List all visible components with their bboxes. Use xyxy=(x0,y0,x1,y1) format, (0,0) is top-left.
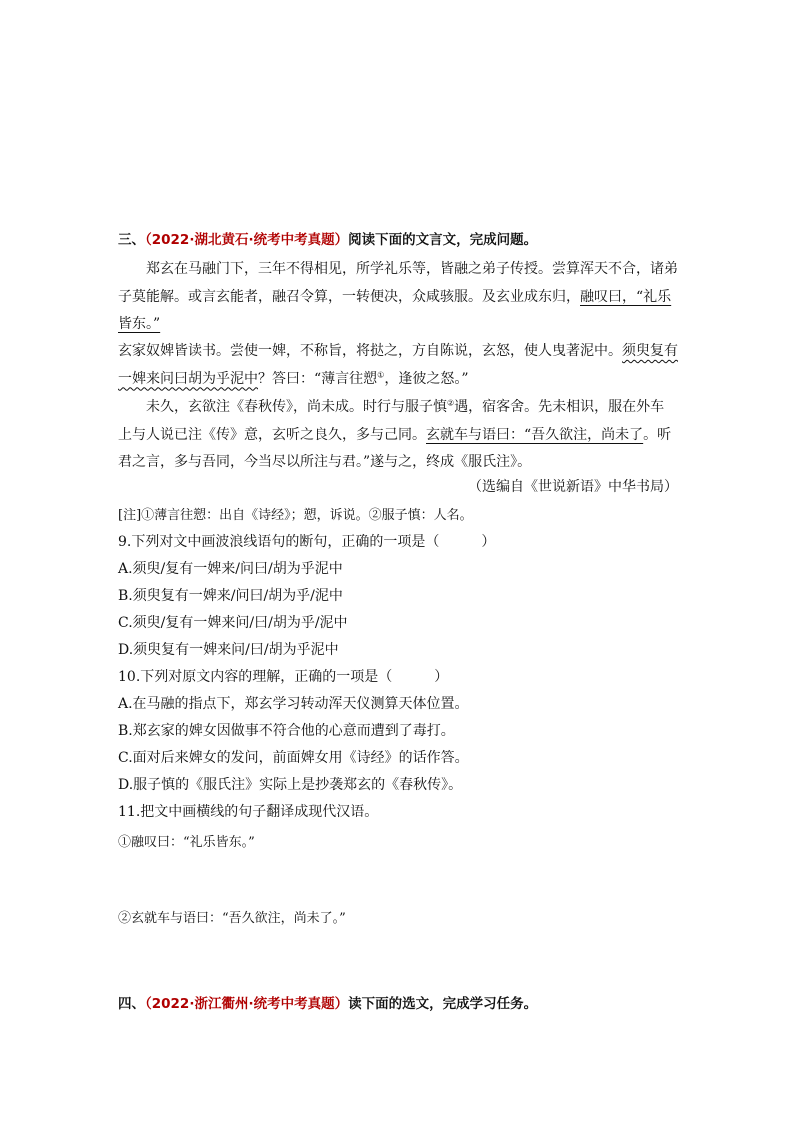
underlined-sentence-1: 融叹曰，“礼乐皆东。” xyxy=(118,288,672,332)
question-9 xyxy=(118,529,678,664)
footnote-marker-1: ① xyxy=(377,369,385,379)
translation-item-1: ①融叹曰：“礼乐皆东。” xyxy=(118,835,255,850)
option-b: B.须臾复有一婢来/问曰/胡为乎/泥中 xyxy=(118,588,343,604)
question-stem: 9.下列对文中画波浪线语句的断句，正确的一项是（ ） xyxy=(118,534,496,550)
section-instruction: 读下面的选文，完成学习任务。 xyxy=(348,996,538,1012)
passage-text: 。听君之言，多与吾同，今当尽以所注与君。”遂与之，终成《服氏注》。 xyxy=(118,426,672,470)
passage-text: 郑玄在马融门下，三年不得相见，所学礼乐等，皆融之弟子传授。尝算浑天不合，诸弟子莫能解。或言玄能者，融召令算，一转便决，众咸骇服。及玄业成东归， xyxy=(118,261,678,305)
question-source: （2022·湖北黄石·统考中考真题） xyxy=(145,232,349,248)
question-stem: 10.下列对原文内容的理解，正确的一项是（ ） xyxy=(118,669,449,685)
option-c: C.须臾/复有一婢来问/曰/胡为乎/泥中 xyxy=(118,615,348,631)
section-number: 四、 xyxy=(118,996,145,1012)
passage-text: ？答曰：“薄言往愬 xyxy=(258,370,378,387)
translation-item-2: ②玄就车与语曰：“吾久欲注，尚未了。” xyxy=(118,911,346,926)
passage-text: ，逢彼之怒。” xyxy=(384,370,469,387)
option-b: B.郑玄家的婢女因做事不符合他的心意而遭到了毒打。 xyxy=(118,723,455,739)
passage-text: 未久，玄欲注《春秋传》，尚未成。时行与服子慎 xyxy=(146,399,447,415)
section-4-heading xyxy=(118,991,678,1019)
option-d: D.须臾复有一婢来问/曰/胡为乎泥中 xyxy=(118,642,339,658)
option-d: D.服子慎的《服氏注》实际上是抄袭郑玄的《春秋传》。 xyxy=(118,777,463,793)
passage-attribution: （选编自《世说新语》中华书局） xyxy=(468,479,678,495)
wavy-underlined-sentence: 须臾复有一婢来问曰胡为乎泥中 xyxy=(118,343,678,387)
section-3-heading xyxy=(118,227,678,255)
passage-text: 遇，宿客舍。先未相识，服在外车上与人说已注《传》意，玄听之良久，多与己同。 xyxy=(118,399,665,443)
passage-paragraph-1 xyxy=(118,256,678,339)
option-a: A.须臾/复有一婢来/问曰/胡为乎泥中 xyxy=(118,561,343,577)
section-number: 三、 xyxy=(118,232,145,248)
option-a: A.在马融的指点下，郑玄学习转动浑天仪测算天体位置。 xyxy=(118,696,469,712)
footnote-marker-2: ② xyxy=(447,398,455,408)
question-11-stem: 11.把文中画横线的句子翻译成现代汉语。 xyxy=(118,804,379,820)
question-10 xyxy=(118,664,678,799)
passage-paragraph-3 xyxy=(118,394,678,477)
footnote: [注]①薄言往愬：出自《诗经》；愬，诉说。②服子慎：人名。 xyxy=(118,508,473,523)
question-source: （2022·浙江衢州·统考中考真题） xyxy=(145,996,349,1012)
underlined-sentence-2: 玄就车与语曰：“吾久欲注，尚未了 xyxy=(426,426,644,443)
passage-paragraph-2 xyxy=(118,338,678,393)
passage-text: 玄家奴婢皆读书。尝使一婢，不称旨，将挞之，方自陈说，玄怒，使人曳著泥中。 xyxy=(118,343,622,359)
section-instruction: 阅读下面的文言文，完成问题。 xyxy=(348,232,538,248)
option-c: C.面对后来婢女的发问，前面婢女用《诗经》的话作答。 xyxy=(118,750,469,766)
